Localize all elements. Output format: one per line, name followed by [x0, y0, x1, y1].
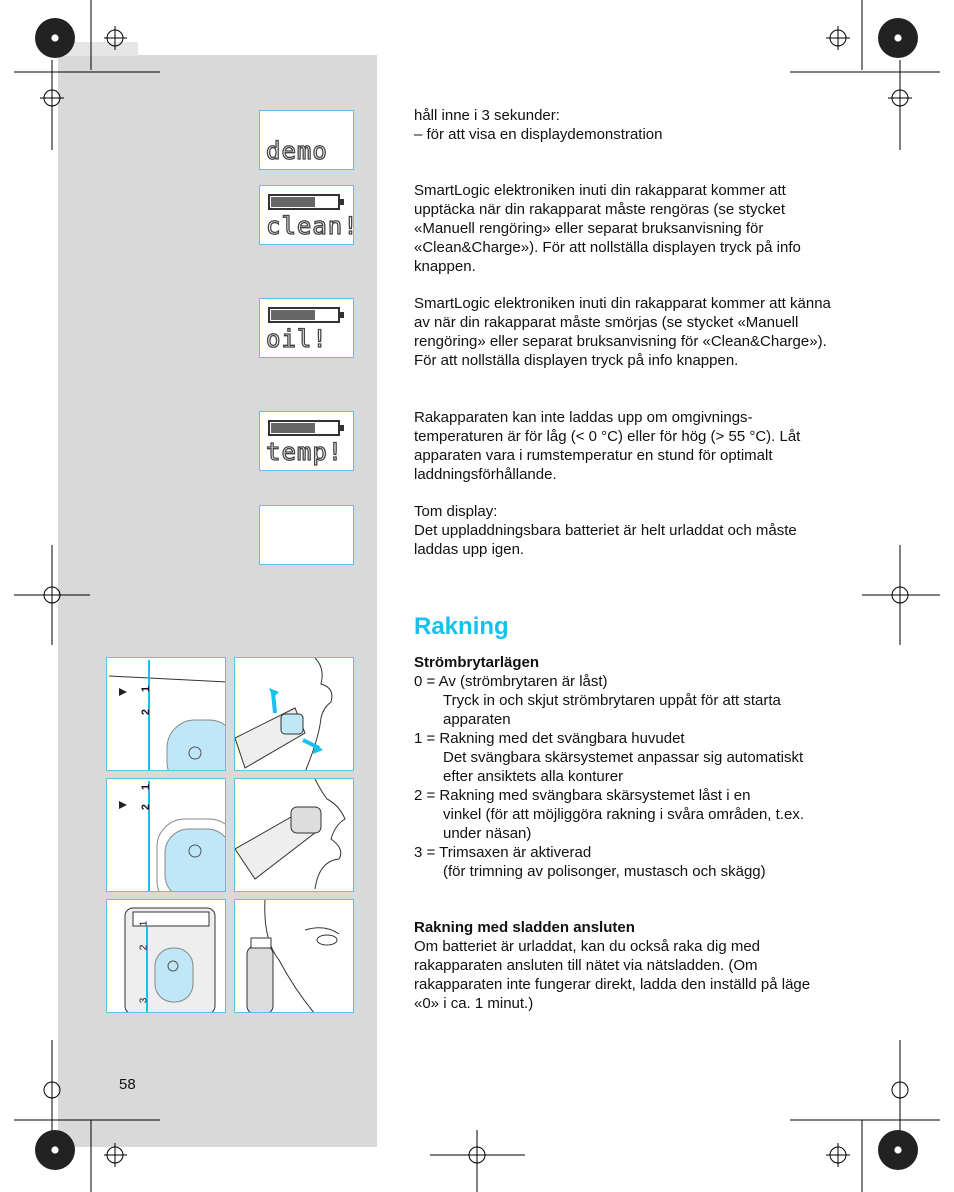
switch-title: Strömbrytarlägen [414, 654, 540, 671]
label-one: 1 [140, 783, 153, 791]
display-temp-text: temp! [266, 438, 344, 466]
label-two: 2 [138, 944, 150, 951]
empty-text: Det uppladdningsbara batteriet är helt urladdat och måste laddas upp igen. [414, 522, 797, 558]
label-one: 1 [138, 920, 150, 927]
oil-text: SmartLogic elektroniken inuti din rakapparat kommer att känna av när din rakapparat måste smörjas (se stycket «Manuell rengöring» eller separat bruksanvisning för «Clean&Charge»). För att nollställa displayen tryck på info knappen. [414, 295, 831, 369]
illustration-switch-1 [106, 657, 226, 771]
battery-icon [268, 194, 340, 210]
section-heading-rakning: Rakning [414, 613, 509, 640]
temp-description [414, 408, 814, 484]
display-oil [259, 298, 354, 358]
switch-item-3-desc: (för trimning av polisonger, mustasch och skägg) [443, 863, 766, 880]
illustration-switch-3 [106, 899, 226, 1013]
display-clean-text: clean! [266, 212, 359, 240]
demo-description [414, 106, 844, 144]
label-two: 2 [140, 708, 153, 716]
label-two: 2 [140, 803, 153, 811]
clean-text: SmartLogic elektroniken inuti din rakapparat kommer att upptäcka när din rakapparat måste rengöras (se stycket «Manuell rengöring» eller separat bruksanvisning för «Clean&Charge»). För att nollställa displayen tryck på info knappen. [414, 182, 801, 275]
cord-text: Om batteriet är urladdat, kan du också raka dig med rakapparaten ansluten till nätet via nätsladden. (Om rakapparaten inte fungerar direkt, ladda den inställd på läge «0» i ca. 1 minut.) [414, 938, 811, 1012]
display-clean [259, 185, 359, 245]
demo-line-2: – för att visa en displaydemonstration [414, 126, 663, 143]
illustration-face-shave-2 [234, 778, 354, 892]
empty-description [414, 502, 814, 559]
display-demo-text: demo [266, 137, 328, 165]
illustration-switch-2 [106, 778, 226, 892]
clean-description [414, 181, 834, 276]
illustration-face-shave-1 [234, 657, 354, 771]
illustration-face-trim [234, 899, 354, 1013]
switch-item-0-desc: Tryck in och skjut strömbrytaren uppåt för att starta apparaten [443, 692, 781, 728]
display-temp [259, 411, 354, 471]
cord-title: Rakning med sladden ansluten [414, 919, 635, 936]
cord-section [414, 918, 834, 1013]
battery-icon [268, 307, 340, 323]
page-number: 58 [119, 1076, 136, 1093]
switch-item-0-label: 0 = Av (strömbrytaren är låst) [414, 673, 608, 690]
battery-icon [268, 420, 340, 436]
empty-title: Tom display: [414, 503, 498, 520]
label-one: 1 [140, 685, 153, 693]
label-three: 3 [138, 997, 150, 1004]
switch-item-2-label: 2 = Rakning med svängbara skärsystemet låst i en [414, 787, 751, 804]
switch-item-3-label: 3 = Trimsaxen är aktiverad [414, 844, 592, 861]
display-demo [259, 110, 354, 170]
switch-item-1-label: 1 = Rakning med det svängbara huvudet [414, 730, 685, 747]
display-oil-text: oil! [266, 325, 328, 353]
oil-description [414, 294, 834, 370]
demo-line-1: håll inne i 3 sekunder: [414, 107, 560, 124]
switch-item-1-desc: Det svängbara skärsystemet anpassar sig automatiskt efter ansiktets alla konturer [443, 749, 804, 785]
temp-text: Rakapparaten kan inte laddas upp om omgivnings-temperaturen är för låg (< 0 °C) eller för hög (> 55 °C). Låt apparaten vara i rumstemperatur en stund för optimalt laddningsförhållande. [414, 409, 801, 483]
switch-item-2-desc: vinkel (för att möjliggöra rakning i svåra områden, t.ex. under näsan) [443, 806, 804, 842]
switch-positions [414, 653, 834, 881]
display-empty [259, 505, 354, 565]
